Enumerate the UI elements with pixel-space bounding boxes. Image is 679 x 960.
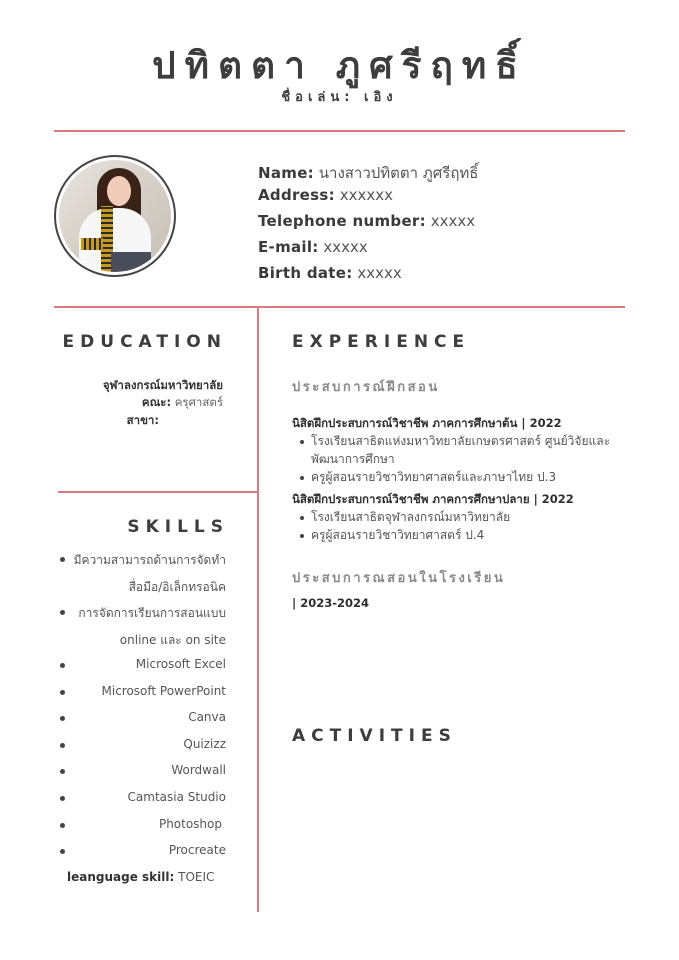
name-value: นางสาวปทิตตา ภูศรีฤทธิ์ (318, 164, 479, 182)
skill-item: Camtasia Studio (127, 790, 226, 804)
experience-bullet: ครูผู้สอนรายวิชาวิทยาศาสตร์และภาษาไทย ป.3 (311, 470, 557, 484)
nickname: ชื่อเล่น: เอิง (281, 90, 398, 105)
experience-heading: EXPERIENCE (292, 332, 471, 352)
birthdate-label: Birth date: (258, 264, 353, 282)
column-divider (257, 306, 259, 912)
skill-item: Wordwall (171, 763, 226, 777)
school-teaching-title: ประสบการณสอนในโรงเรียน (292, 571, 506, 586)
name-label: Name: (258, 164, 314, 182)
bullet-icon (300, 516, 304, 520)
email-value: xxxxx (323, 238, 368, 256)
language-label: leanguage skill: (67, 870, 175, 884)
skill-item-cont: สื่อมือ/อิเล็กทรอนิค (128, 580, 226, 594)
info-address (258, 186, 393, 204)
email-label: E-mail: (258, 238, 319, 256)
experience-entry-title: นิสิตฝึกประสบการณ์วิชาชีพ ภาคการศึกษาปลาย | 2022 (292, 492, 574, 506)
skill-item: การจัดการเรียนการสอนแบบ (78, 606, 226, 620)
experience-entry-title: นิสิตฝึกประสบการณ์วิชาชีพ ภาคการศึกษาต้น | 2022 (292, 416, 562, 430)
skill-item: Quizizz (183, 737, 226, 751)
address-label: Address: (258, 186, 335, 204)
bullet-icon (300, 476, 304, 480)
university-name: จุฬาลงกรณ์มหาวิทยาลัย (102, 378, 223, 392)
birthdate-value: xxxxx (357, 264, 402, 282)
activities-heading: ACTIVITIES (292, 726, 457, 746)
info-birthdate (258, 264, 402, 282)
skill-item: Photoshop (158, 817, 222, 831)
info-name (258, 161, 478, 185)
bullet-icon (300, 440, 304, 444)
faculty-label: คณะ: (141, 395, 172, 409)
teaching-practice-title: ประสบการณ์ฝึกสอน (292, 380, 440, 395)
experience-bullet: โรงเรียนสาธิตแห่งมหาวิทยาลัยเกษตรศาสตร์ ศูนย์วิจัยและ (311, 434, 611, 448)
education-heading: EDUCATION (62, 332, 227, 352)
experience-bullet: ครูผู้สอนรายวิชาวิทยาศาสตร์ ป.4 (311, 528, 485, 542)
address-value: xxxxxx (339, 186, 393, 204)
skill-item: มีความสามารถด้านการจัดทำ (73, 553, 226, 567)
language-skill (67, 870, 214, 884)
skill-item: Procreate (168, 843, 226, 857)
experience-bullet-cont: พัฒนาการศึกษา (311, 452, 395, 466)
skill-item: Microsoft PowerPoint (101, 684, 226, 698)
experience-bullet: โรงเรียนสาธิตจุฬาลงกรณ์มหาวิทยาลัย (311, 510, 511, 524)
bullet-icon (300, 534, 304, 538)
skills-heading: SKILLS (127, 517, 229, 537)
school-teaching-period: | 2023-2024 (292, 596, 369, 610)
phone-value: xxxxx (430, 212, 476, 230)
language-value: TOEIC (178, 870, 215, 884)
major-label: สาขา: (126, 413, 159, 427)
skills-list (58, 0, 226, 960)
full-name-title: ปทิตตา ภูศรีฤทธิ์ (152, 44, 527, 87)
skill-item: Canva (188, 710, 226, 724)
info-email (258, 238, 368, 256)
faculty-value: ครุศาสตร์ (174, 395, 223, 409)
skill-item: Microsoft Excel (135, 657, 226, 671)
phone-label: Telephone number: (258, 212, 426, 230)
info-phone (258, 212, 475, 230)
skill-item-cont: online และ on site (119, 633, 226, 647)
